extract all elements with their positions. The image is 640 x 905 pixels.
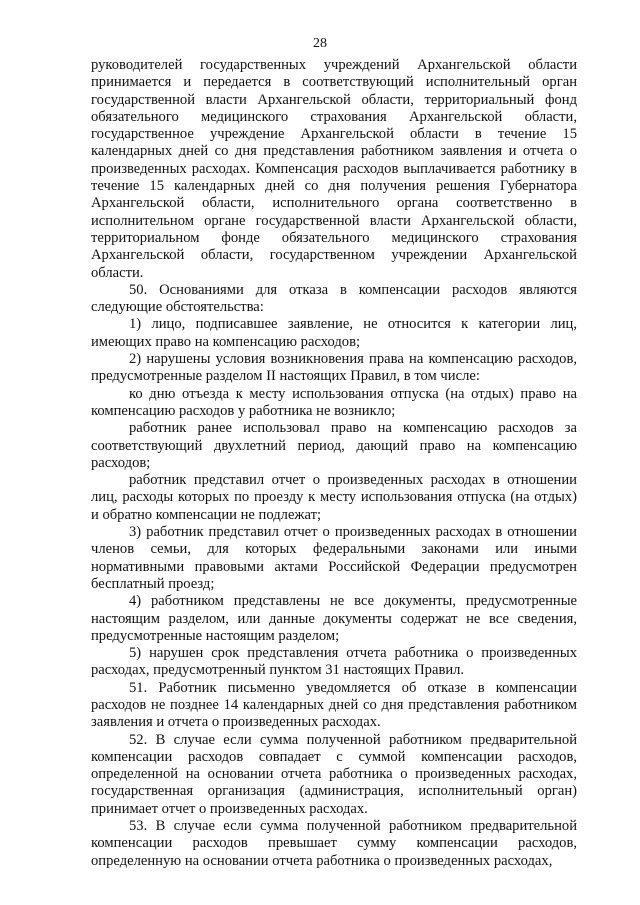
- paragraph-50-item-4: 4) работником представлены не все документы, предусмотренные настоящим разделом, или данные документы содержат не все сведения, предусмотренные настоящим разделом;: [91, 593, 577, 644]
- paragraph-50: 50. Основаниями для отказа в компенсации расходов являются следующие обстоятельства:: [91, 281, 577, 316]
- document-body: [91, 57, 577, 870]
- paragraph-50-item-3: 3) работник представил отчет о произведенных расходах в отношении членов семьи, для которых федеральными законами или иными нормативными правовыми актами Российской Федерации предусмотрен бесплатный проезд;: [91, 524, 577, 592]
- paragraph-50-item-2-sub-2: работник ранее использовал право на компенсацию расходов за соответствующий двухлетний период, дающий право на компенсацию расходов;: [91, 420, 577, 471]
- page-number: 28: [313, 36, 327, 51]
- paragraph-51: 51. Работник письменно уведомляется об отказе в компенсации расходов не позднее 14 календарных дней со дня представления работником заявления и отчета о произведенных расходах.: [91, 679, 577, 731]
- paragraph-50-item-2-sub-1: ко дню отъезда к месту использования отпуска (на отдых) право на компенсацию расходов у работника не возникло;: [91, 385, 577, 419]
- paragraph-53: 53. В случае если сумма полученной работником предварительной компенсации расходов превышает сумму компенсации расходов, определенную на основании отчета работника о произведенных расходах,: [91, 818, 577, 869]
- paragraph-50-item-5: 5) нарушен срок представления отчета работника о произведенных расходах, предусмотренный пунктом 31 настоящих Правил.: [91, 645, 577, 679]
- paragraph-continuation: руководителей государственных учреждений Архангельской области принимается и передается в соответствующий исполнительный орган государственной власти Архангельской области, территориальный фонд обязательного медицинского страхования Архангельской области, государственное учреждение Архангельской области в течение 15 календарных дней со дня представления работником заявления и отчета о произведенных расходах. Компенсация расходов выплачивается работнику в течение 15 календарных дней со дня получения решения Губернатора Архангельской области, исполнительного органа соответственно в исполнительном органе государственной власти Архангельской области, территориальном фонде обязательного медицинского страхования Архангельской области, государственном учреждении Архангельской области.: [91, 57, 577, 281]
- paragraph-50-item-2-sub-3: работник представил отчет о произведенных расходах в отношении лиц, расходы которых по проезду к месту использования отпуска (на отдых) и обратно компенсации не подлежат;: [91, 472, 577, 523]
- paragraph-50-item-1: 1) лицо, подписавшее заявление, не относится к категории лиц, имеющих право на компенсацию расходов;: [91, 316, 577, 350]
- paragraph-52: 52. В случае если сумма полученной работником предварительной компенсации расходов совпадает с суммой компенсации расходов, определенной на основании отчета работника о произведенных расходах, государственная организация (администрация, исполнительный орган) принимает отчет о произведенных расходах.: [91, 731, 577, 817]
- paragraph-50-item-2: 2) нарушены условия возникновения права на компенсацию расходов, предусмотренные разделом II настоящих Правил, в том числе:: [91, 351, 577, 385]
